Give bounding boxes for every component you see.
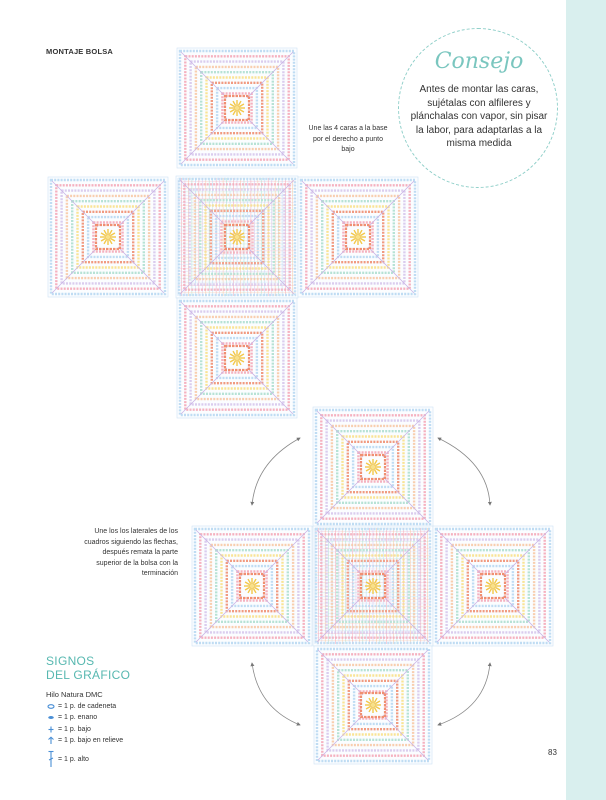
join-arrow-bottom-left — [252, 663, 300, 725]
square-left-face — [48, 177, 168, 297]
square-assembled-right — [433, 526, 553, 646]
raised-single-crochet-icon — [46, 736, 56, 745]
double-crochet-icon — [46, 750, 56, 768]
tip-text: Antes de montar las caras, sujétalas con alfileres y plánchalas con vapor, sin pisar la labor, para adaptarlas a la misma medida — [410, 84, 548, 149]
square-assembled-base — [313, 526, 433, 646]
note-join-faces: Une las 4 caras a la base por el derecho a punto bajo — [308, 125, 388, 153]
single-crochet-icon — [46, 725, 56, 734]
legend-label: = 1 p. bajo — [58, 725, 91, 733]
square-top-face — [177, 48, 297, 168]
square-assembled-top — [313, 407, 433, 527]
note-join-sides: Une los los laterales de los cuadros siguiendo las flechas, después remata la parte superior de la bolsa con la terminación — [84, 528, 178, 577]
legend-label: = 1 p. alto — [58, 755, 89, 763]
legend-item-single — [46, 725, 196, 734]
chart-legend — [46, 654, 196, 768]
square-base — [176, 176, 298, 298]
section-title: MONTAJE BOLSA — [46, 47, 114, 56]
legend-item-raised — [46, 736, 196, 745]
legend-label: = 1 p. bajo en relieve — [58, 737, 124, 744]
page-number: 83 — [548, 748, 557, 757]
legend-item-slip — [46, 713, 196, 722]
chain-stitch-icon — [46, 702, 56, 711]
square-assembled-bottom — [314, 646, 432, 764]
legend-label: = 1 p. enano — [58, 714, 98, 721]
square-right-face — [298, 177, 418, 297]
square-bottom-face — [177, 298, 297, 418]
join-arrow-top-right — [438, 438, 490, 505]
legend-item-chain — [46, 702, 196, 711]
legend-yarn: Hilo Natura DMC — [46, 690, 103, 699]
tip-title: Consejo — [434, 49, 524, 74]
join-arrow-top-left — [252, 438, 300, 505]
join-arrow-bottom-right — [438, 663, 490, 725]
legend-title: SIGNOS DEL GRÁFICO — [46, 654, 131, 682]
legend-item-double — [46, 750, 196, 768]
slip-stitch-icon — [46, 713, 56, 722]
square-assembled-left — [192, 526, 312, 646]
legend-label: = 1 p. de cadeneta — [58, 702, 117, 710]
